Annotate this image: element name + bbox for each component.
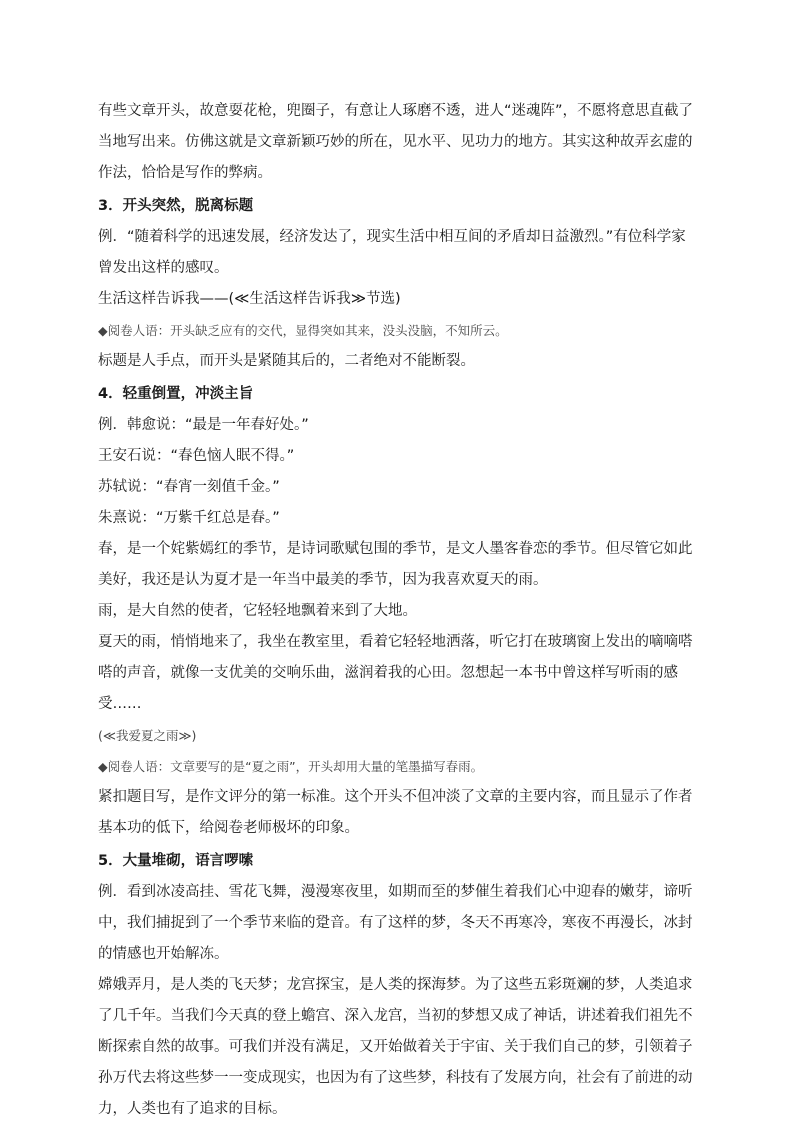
- paragraph: 嫦娥弄月，是人类的飞天梦；龙宫探宝，是人类的探海梦。为了这些五彩斑斓的梦，人类追求了几千年。当我们今天真的登上蟾宫、深入龙宫，当初的梦想又成了神话，讲述着我们祖先不断探索自然的故事。可我们并没有满足，又开始做着关于宇宙、关于我们自己的梦，引领着子孙万代去将这些梦一一变成现实，也因为有了这些梦，科技有了发展方向，社会有了前进的动力，人类也有了追求的目标。: [98, 977, 693, 1117]
- section-heading: 3．开头突然，脱离标题: [98, 198, 254, 214]
- paragraph: 例．看到冰凌高挂、雪花飞舞，漫漫寒夜里，如期而至的梦催生着我们心中迎春的嫩芽，谛听中，我们捕捉到了一个季节来临的跫音。有了这样的梦，冬天不再寒冷，寒夜不再漫长，冰封的情感也开始解冻。: [98, 884, 693, 962]
- paragraph: 标题是人手点，而开头是紧随其后的，二者绝对不能断裂。: [98, 353, 475, 369]
- paragraph: 雨，是大自然的使者，它轻轻地飘着来到了大地。: [98, 603, 417, 619]
- paragraph: 例．韩愈说：“最是一年春好处。”: [98, 417, 309, 433]
- paragraph: 王安石说：“春色恼人眠不得。”: [98, 448, 295, 464]
- reviewer-note: ◆阅卷人语：开头缺乏应有的交代，显得突如其来，没头没脑，不知所云。: [98, 323, 508, 338]
- paragraph: 苏轼说：“春宵一刻值千金。”: [98, 479, 280, 495]
- paragraph: 有些文章开头，故意耍花枪，兜圈子，有意让人琢磨不透，进人“迷魂阵”，不愿将意思直截了当地写出来。仿佛这就是文章新颖巧妙的所在，见水平、见功力的地方。其实这种故弄玄虚的作法，恰恰是写作的弊病。: [98, 103, 694, 181]
- section-heading: 4．轻重倒置，冲淡主旨: [98, 386, 254, 402]
- paragraph: 例．“随着科学的迅速发展，经济发达了，现实生活中相互间的矛盾却日益激烈。”有位科学家曾发出这样的感叹。: [98, 229, 686, 276]
- reviewer-note: ◆阅卷人语：文章要写的是“夏之雨”，开头却用大量的笔墨描写春雨。: [98, 759, 484, 774]
- paragraph: 紧扣题目写，是作文评分的第一标准。这个开头不但冲淡了文章的主要内容，而且显示了作者基本功的低下，给阅卷老师极坏的印象。: [98, 789, 693, 836]
- paragraph: 生活这样告诉我——(≪生活这样告诉我≫节选): [98, 291, 401, 307]
- paragraph: 朱熹说：“万紫千红总是春。”: [98, 510, 280, 526]
- section-heading: 5．大量堆砌，语言啰嗦: [98, 853, 254, 869]
- paragraph: 夏天的雨，悄悄地来了，我坐在教室里，看着它轻轻地洒落，听它打在玻璃窗上发出的嘀嘀嗒嗒的声音，就像一支优美的交响乐曲，滋润着我的心田。忽想起一本书中曾这样写听雨的感受……: [98, 634, 693, 712]
- document-body: [98, 96, 698, 1125]
- source-note: (≪我爱夏之雨≫): [98, 728, 197, 743]
- paragraph: 春，是一个姹紫嫣红的季节，是诗词歌赋包围的季节，是文人墨客眷恋的季节。但尽管它如此美好，我还是认为夏才是一年当中最美的季节，因为我喜欢夏天的雨。: [98, 541, 693, 588]
